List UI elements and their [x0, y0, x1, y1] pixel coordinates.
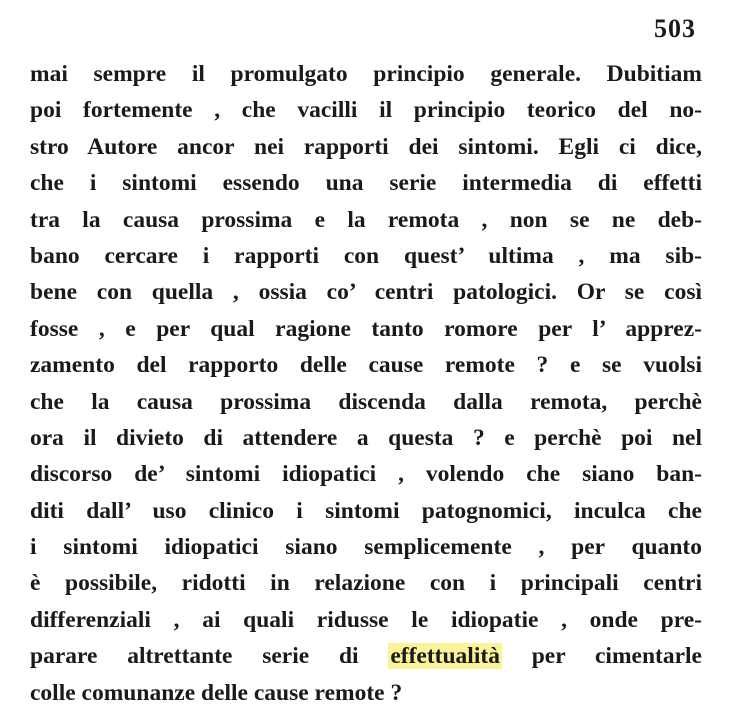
text-line: differenziali , ai quali ridusse le idiopatie , onde pre- — [30, 606, 702, 633]
highlighted-word: effettualità — [390, 643, 500, 670]
text-line: è possibile, ridotti in relazione con i principali centri — [30, 570, 702, 597]
text-line: i sintomi idiopatici siano semplicemente , per quanto — [30, 534, 702, 561]
cropped-line-fragment — [30, 698, 702, 708]
text-line: poi fortemente , che vacilli il principio teorico del no- — [30, 97, 702, 124]
cropped-next-line — [30, 698, 702, 714]
text-line: bano cercare i rapporti con quest’ ultima , ma sib- — [30, 242, 702, 269]
text-line: discorso de’ sintomi idiopatici , volendo che siano ban- — [30, 461, 702, 488]
text-line: che i sintomi essendo una serie intermedia di effetti — [30, 170, 702, 197]
text-segment: per cimentarle — [501, 643, 702, 670]
highlighted-text-line — [30, 638, 702, 674]
text-line: ora il divieto di attendere a questa ? e perchè poi nel — [30, 424, 702, 451]
text-line: tra la causa prossima e la remota , non se ne deb- — [30, 206, 702, 233]
text-line: che la causa prossima discenda dalla remota, perchè — [30, 388, 702, 415]
page-number: 503 — [654, 14, 696, 43]
final-text-line: colle comunanze delle cause remote ? — [30, 679, 403, 706]
text-line: diti dall’ uso clinico i sintomi patognomici, inculca che — [30, 497, 702, 524]
text-line: zamento del rapporto delle cause remote ? e se vuolsi — [30, 352, 702, 379]
text-segment: parare altrettante serie di — [30, 643, 389, 670]
text-line: mai sempre il promulgato principio generale. Dubitiam — [30, 61, 702, 87]
text-line: fosse , e per qual ragione tanto romore per l’ apprez- — [30, 315, 702, 342]
text-line: stro Autore ancor nei rapporti dei sintomi. Egli ci dice, — [30, 133, 702, 160]
text-line: bene con quella , ossia co’ centri patologici. Or se così — [30, 279, 702, 306]
page-body-text — [30, 56, 702, 711]
